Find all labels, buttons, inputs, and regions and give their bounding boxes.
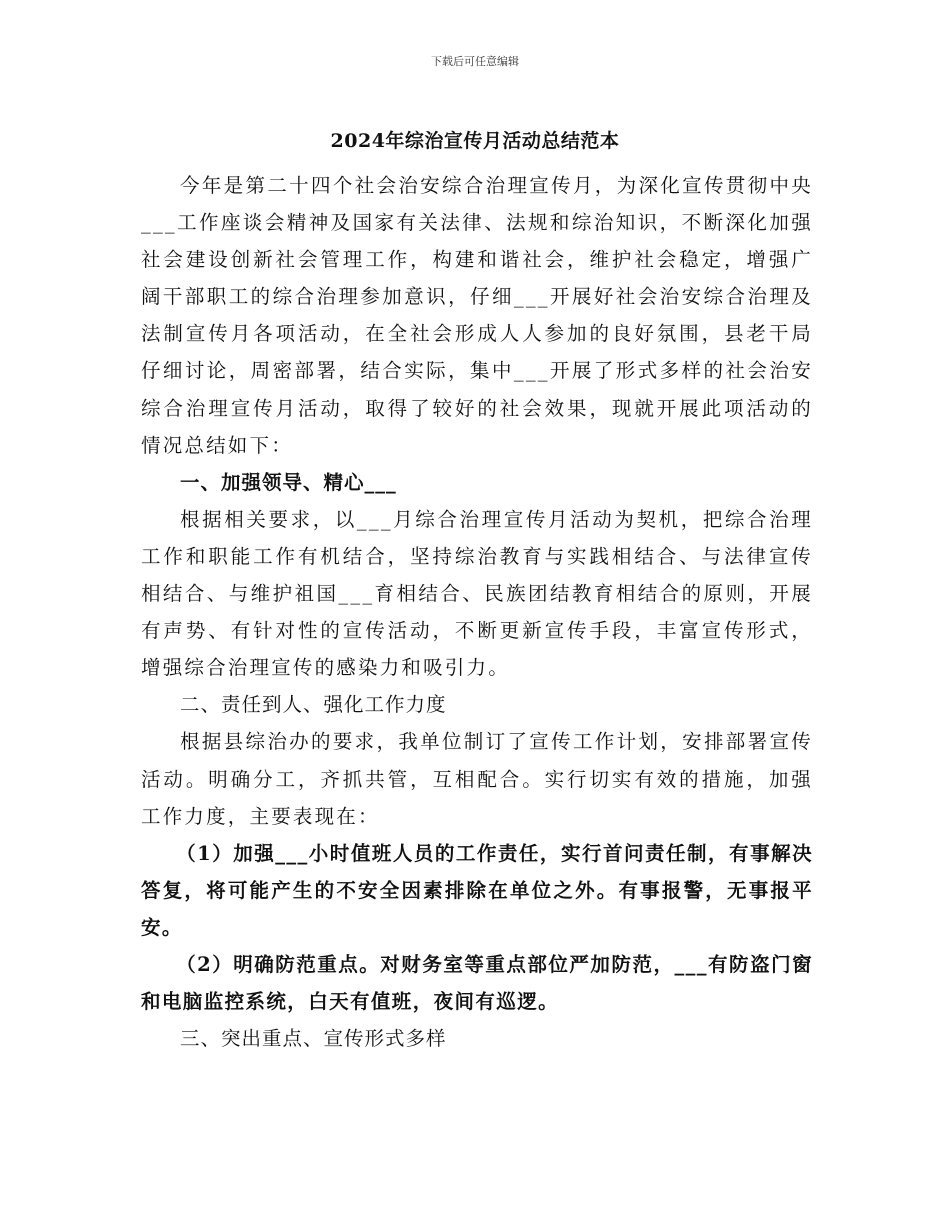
section-1-paragraph: 根据相关要求，以___月综合治理宣传月活动为契机，把综合治理工作和职能工作有机结合，坚持综治教育与实践相结合、与法律宣传相结合、与维护祖国___育相结合、民族团结教育相结合的原则，开展有声势、有针对性的宣传活动，不断更新宣传手段，丰富宣传形式，增强综合治理宣传的感染力和吸引力。 [141,507,813,680]
header-note: 下载后可任意编辑 [431,55,519,68]
list-item-2: （2）明确防范重点。对财务室等重点部位严加防范，___有防盗门窗和电脑监控系统，白天有值班，夜间有巡逻。 [141,952,813,1014]
document-body [141,167,813,1057]
list-item-1: （1）加强___小时值班人员的工作责任，实行首问责任制，有事解决答复，将可能产生的不安全因素排除在单位之外。有事报警，无事报平安。 [141,841,813,939]
intro-paragraph: 今年是第二十四个社会治安综合治理宣传月，为深化宣传贯彻中央___工作座谈会精神及国家有关法律、法规和综治知识，不断深化加强社会建设创新社会管理工作，构建和谐社会，维护社会稳定，增强广阔干部职工的综合治理参加意识，仔细___开展好社会治安综合治理及法制宣传月各项活动，在全社会形成人人参加的良好氛围，县老干局仔细讨论，周密部署，结合实际，集中___开展了形式多样的社会治安综合治理宣传月活动，取得了较好的社会效果，现就开展此项活动的情况总结如下： [141,174,813,457]
section-heading-1: 一、加强领导、精心___ [180,470,397,494]
document-title: 2024年综治宣传月活动总结范本 [330,130,620,152]
section-heading-2: 二、责任到人、强化工作力度 [180,693,447,717]
section-heading-3: 三、突出重点、宣传形式多样 [180,1027,447,1051]
section-2-paragraph: 根据县综治办的要求，我单位制订了宣传工作计划，安排部署宣传活动。明确分工，齐抓共管，互相配合。实行切实有效的措施，加强工作力度，主要表现在： [141,730,813,828]
